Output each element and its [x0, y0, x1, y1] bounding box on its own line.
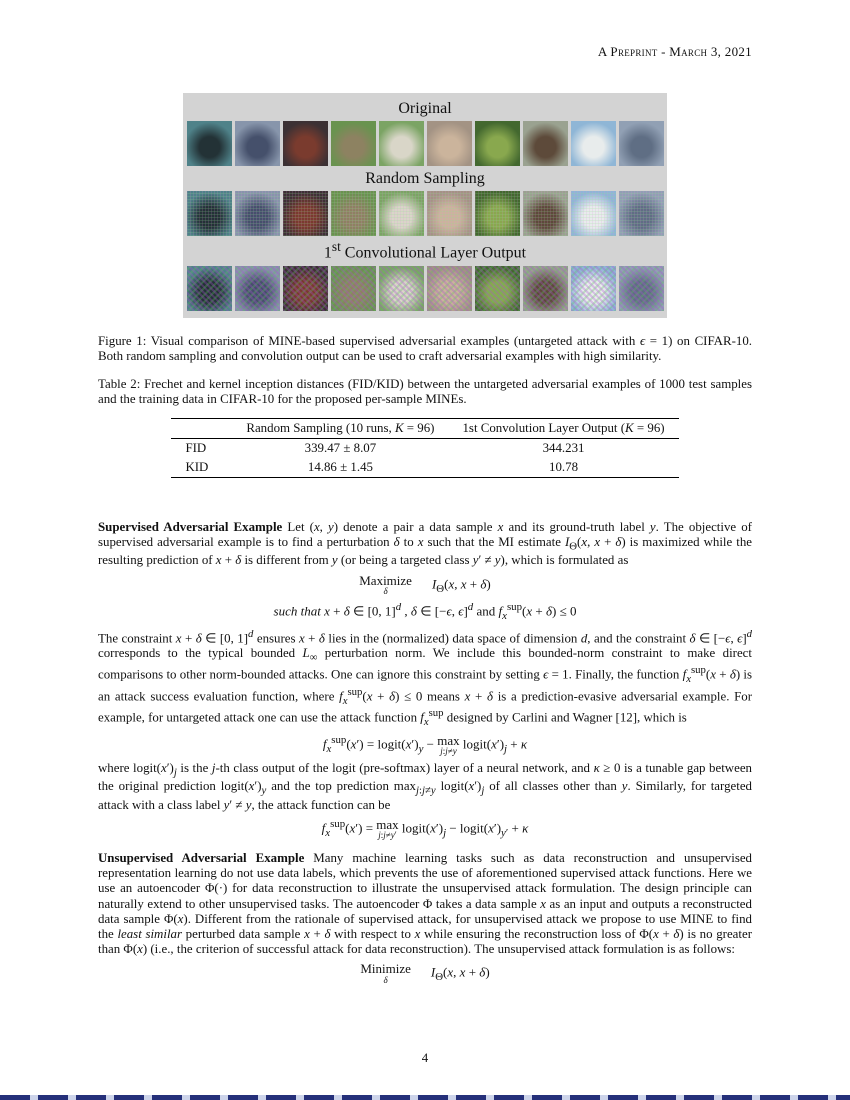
table-header-random-sampling: Random Sampling (10 runs, K = 96): [246, 420, 435, 435]
cifar-thumb-bird: [187, 266, 232, 311]
figure-1-caption: Figure 1: Visual comparison of MINE-based supervised adversarial examples (untargeted attack with ϵ = 1) on CIFAR-10. Both random sampling and convolution output can be used to craft adversarial examples with high similarity.: [98, 333, 752, 363]
equation-untargeted-attack: $f_x^{sup}(x')$ = $logit(x')_y$ − max j:j≠y $logit(x')_j + \kappa$: [322, 732, 528, 757]
cifar-thumb-frog: [475, 121, 520, 166]
cifar-thumb-truck-gray: [619, 191, 664, 236]
figure-image-strip: [183, 266, 667, 311]
table-cell-fid-random: 339.47 ± 8.07: [304, 441, 377, 455]
cifar-thumb-truck-blue: [235, 121, 280, 166]
cifar-thumb-rooster: [283, 121, 328, 166]
cifar-thumb-horse: [523, 191, 568, 236]
paragraph-logit-explanation: where $logit(x')_j$ is the j-th class output of the logit (pre-softmax) layer of a neural network, and κ ≥ 0 is a tunable gap between the original prediction $logit(x')_y$ and the top prediction $\max_{j:j\ne y}$ $logit(x')_j$ of all classes other than y. Similarly, for targeted attack with a class label y′ ≠ y, the attack function can be: [98, 761, 753, 812]
cifar-thumb-lamb: [379, 121, 424, 166]
cifar-thumb-frog: [475, 191, 520, 236]
cifar-thumb-cat: [331, 191, 376, 236]
cifar-thumb-truck-blue: [235, 191, 280, 236]
equation-minimize: Minimize δ $I_\Theta(x$, x + δ): [360, 960, 490, 985]
figure-1-image: [183, 93, 667, 317]
paragraph-supervised-intro: Supervised Adversarial Example Let (x, y) denote a pair a data sample x and its ground-truth label y. The objective of supervised adversarial example is to find a perturbation δ to x such that the MI estimate $I_\Theta(x$, x + δ) is maximized while the resulting prediction of x + δ is different from y (or being a targeted class y′ ≠ y), which is formulated as: [98, 520, 752, 568]
cifar-thumb-ship: [571, 266, 616, 311]
figure-row-label: Original: [398, 100, 452, 118]
cifar-thumb-truck-gray: [619, 266, 664, 311]
cifar-thumb-lamb: [379, 266, 424, 311]
cifar-thumb-horse: [523, 121, 568, 166]
table-2: [171, 418, 678, 478]
table-cell-kid-random: 14.86 ± 1.45: [307, 460, 373, 475]
paragraph-constraint-explanation: The constraint x + δ ∈ [0, 1]$^d$ ensures x + δ lies in the (normalized) data space of dimension d, and the constraint δ ∈ [−ϵ, ϵ]$^d$ corresponds to the typical bounded $L_\infty$ perturbation norm. We include this bounded-norm constraint to make direct comparisons to other norm-bounded attacks. One can ignore this constraint by setting ϵ = 1. Finally, the function $f_x^{sup}(x + \delta)$ is an attack success evaluation function, where $f_x^{sup}(x + \delta) \le 0$ means x + δ is a prediction-evasive adversarial example. For example, for untargeted attack one can use the attack function $f_x^{sup}$ designed by Carlini and Wagner [12], which is: [98, 627, 753, 729]
cifar-thumb-ship: [571, 121, 616, 166]
figure-row-label: 1st Convolutional Layer Output: [323, 239, 527, 262]
cifar-thumb-truck-gray: [619, 121, 664, 166]
cifar-thumb-lamb: [379, 191, 424, 236]
equation-targeted-attack: $f_x^{sup}(x')$ = max j:j≠y′ $logit(x')_j$ − $logit(x')_{y'} + \kappa$: [321, 816, 529, 841]
cifar-thumb-bird: [187, 191, 232, 236]
table-2-caption: Table 2: Frechet and kernel inception distances (FID/KID) between the untargeted adversarial examples of 1000 test samples and the training data in CIFAR-10 for the proposed per-sample MINEs.: [98, 376, 752, 406]
figure-row-label: Random Sampling: [365, 170, 485, 188]
bottom-edge-artifact: [0, 1095, 850, 1100]
table-cell-fid-label: FID: [185, 441, 207, 455]
cifar-thumb-rooster: [283, 266, 328, 311]
cifar-thumb-bird: [187, 121, 232, 166]
table-cell-kid-conv: 10.78: [549, 460, 579, 475]
cifar-thumb-dog: [427, 191, 472, 236]
equation-constraints: such that x + δ ∈ [0, 1]$^d$ , δ ∈ [−ϵ, ϵ]$^d$ and $f_x^{sup}(x + \delta) \le 0$: [273, 601, 577, 623]
cifar-thumb-ship: [571, 191, 616, 236]
table-cell-kid-label: KID: [185, 460, 209, 475]
cifar-thumb-truck-blue: [235, 266, 280, 311]
table-cell-fid-conv: 344.231: [542, 441, 585, 455]
cifar-thumb-dog: [427, 121, 472, 166]
figure-image-strip: [183, 191, 667, 236]
cifar-thumb-cat: [331, 121, 376, 166]
equation-maximize: Maximize δ $I_\Theta(x$, x + δ): [359, 572, 491, 597]
cifar-thumb-frog: [475, 266, 520, 311]
table-header-conv-output: 1st Convolution Layer Output (K = 96): [462, 420, 665, 435]
paragraph-unsupervised: Unsupervised Adversarial Example Many machine learning tasks such as data reconstruction and unsupervised representation learning do not use data labels, which prevents the use of aforementioned supervised attack functions. Here we use an autoencoder Φ(·) for data reconstruction to illustrate the unsupervised attack formulation. The design principle can naturally extend to other unsupervised tasks. The autoencoder Φ takes a data sample x as an input and outputs a reconstructed data sample Φ(x). Different from the rationale of supervised attack, for unsupervised attack we propose to use MINE to find the least similar perturbed data sample x + δ with respect to x while ensuring the reconstruction loss of Φ(x + δ) is no greater than Φ(x) (i.e., the criterion of successful attack for data reconstruction). The unsupervised attack formulation is as follows:: [98, 851, 753, 956]
running-head-text: A Preprint - March 3, 2021: [597, 44, 752, 59]
body-text: [98, 520, 752, 984]
table-header-row: [171, 418, 678, 438]
page-number: 4: [421, 1050, 429, 1065]
table-row-kid: [171, 458, 678, 478]
cifar-thumb-cat: [331, 266, 376, 311]
running-head: [98, 44, 752, 59]
cifar-thumb-dog: [427, 266, 472, 311]
table-header-empty: [171, 418, 232, 438]
cifar-thumb-rooster: [283, 191, 328, 236]
cifar-thumb-horse: [523, 266, 568, 311]
figure-image-strip: [183, 121, 667, 166]
table-row-fid: [171, 439, 678, 459]
